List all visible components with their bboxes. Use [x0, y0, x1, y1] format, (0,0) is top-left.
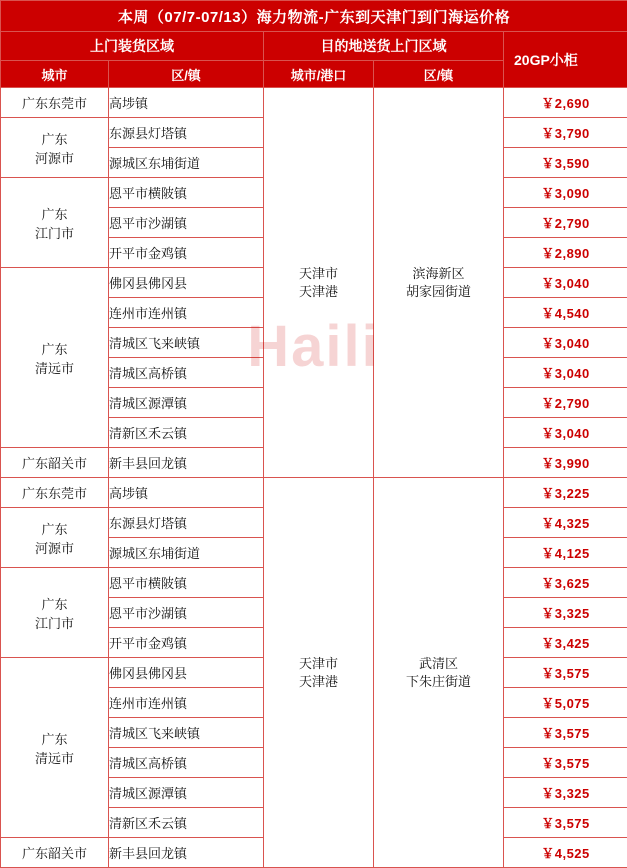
- table-body: [1, 88, 627, 868]
- price-cell: ￥3,790: [504, 118, 627, 148]
- price-cell: ￥3,040: [504, 328, 627, 358]
- pickup-city-cell: 广东 清远市: [1, 658, 109, 838]
- pickup-town-cell: 东源县灯塔镇: [109, 118, 264, 148]
- price-cell: ￥3,575: [504, 658, 627, 688]
- price-cell: ￥3,575: [504, 718, 627, 748]
- price-cell: ￥3,325: [504, 598, 627, 628]
- pickup-city-cell: 广东 清远市: [1, 268, 109, 448]
- page-title: 本周（07/7-07/13）海力物流-广东到天津门到门海运价格: [1, 1, 627, 32]
- price-cell: ￥3,040: [504, 268, 627, 298]
- pickup-town-cell: 连州市连州镇: [109, 298, 264, 328]
- pickup-town-cell: 清城区高桥镇: [109, 358, 264, 388]
- pickup-town-cell: 佛冈县佛冈县: [109, 268, 264, 298]
- price-cell: ￥3,590: [504, 148, 627, 178]
- dest-city-cell: 天津市 天津港: [264, 478, 374, 868]
- pickup-town-cell: 开平市金鸡镇: [109, 628, 264, 658]
- group-header-row: [1, 32, 627, 61]
- price-cell: ￥2,790: [504, 208, 627, 238]
- pickup-town-cell: 连州市连州镇: [109, 688, 264, 718]
- pickup-town-cell: 清城区高桥镇: [109, 748, 264, 778]
- pickup-town-cell: 恩平市横陂镇: [109, 178, 264, 208]
- price-cell: ￥3,990: [504, 448, 627, 478]
- pickup-city-cell: 广东东莞市: [1, 478, 109, 508]
- title-row: [1, 1, 627, 32]
- pickup-city-cell: 广东 河源市: [1, 118, 109, 178]
- dest-group-header: 目的地送货上门区域: [264, 32, 504, 61]
- pickup-city-cell: 广东 江门市: [1, 568, 109, 658]
- price-cell: ￥3,225: [504, 478, 627, 508]
- pickup-city-cell: 广东韶关市: [1, 838, 109, 868]
- pickup-town-cell: 清新区禾云镇: [109, 808, 264, 838]
- pickup-city-header: 城市: [1, 61, 109, 88]
- price-group-header: 20GP小柜: [504, 32, 627, 88]
- price-cell: ￥4,525: [504, 838, 627, 868]
- price-cell: ￥2,790: [504, 388, 627, 418]
- price-cell: ￥2,690: [504, 88, 627, 118]
- price-cell: ￥3,575: [504, 748, 627, 778]
- dest-city-cell: 天津市 天津港: [264, 88, 374, 478]
- pickup-town-cell: 清新区禾云镇: [109, 418, 264, 448]
- price-cell: ￥4,325: [504, 508, 627, 538]
- pickup-town-cell: 新丰县回龙镇: [109, 448, 264, 478]
- price-cell: ￥3,040: [504, 418, 627, 448]
- price-cell: ￥3,325: [504, 778, 627, 808]
- price-cell: ￥2,890: [504, 238, 627, 268]
- table-row: [1, 478, 627, 508]
- pickup-town-cell: 佛冈县佛冈县: [109, 658, 264, 688]
- dest-town-cell: 滨海新区 胡家园街道: [374, 88, 504, 478]
- pickup-town-header: 区/镇: [109, 61, 264, 88]
- pickup-town-cell: 清城区源潭镇: [109, 778, 264, 808]
- pickup-city-cell: 广东东莞市: [1, 88, 109, 118]
- dest-town-header: 区/镇: [374, 61, 504, 88]
- pickup-town-cell: 开平市金鸡镇: [109, 238, 264, 268]
- pickup-town-cell: 源城区东埔街道: [109, 148, 264, 178]
- price-cell: ￥3,425: [504, 628, 627, 658]
- pickup-town-cell: 清城区飞来峡镇: [109, 328, 264, 358]
- pickup-city-cell: 广东韶关市: [1, 448, 109, 478]
- table-row: [1, 88, 627, 118]
- pickup-city-cell: 广东 河源市: [1, 508, 109, 568]
- table-header: [1, 1, 627, 88]
- pickup-town-cell: 高埗镇: [109, 88, 264, 118]
- pickup-town-cell: 新丰县回龙镇: [109, 838, 264, 868]
- pickup-town-cell: 恩平市沙湖镇: [109, 598, 264, 628]
- price-cell: ￥3,625: [504, 568, 627, 598]
- price-cell: ￥3,090: [504, 178, 627, 208]
- pickup-town-cell: 清城区飞来峡镇: [109, 718, 264, 748]
- pickup-town-cell: 源城区东埔街道: [109, 538, 264, 568]
- price-cell: ￥4,125: [504, 538, 627, 568]
- pickup-town-cell: 恩平市横陂镇: [109, 568, 264, 598]
- dest-city-header: 城市/港口: [264, 61, 374, 88]
- pickup-city-cell: 广东 江门市: [1, 178, 109, 268]
- pickup-town-cell: 恩平市沙湖镇: [109, 208, 264, 238]
- pickup-town-cell: 东源县灯塔镇: [109, 508, 264, 538]
- dest-town-cell: 武清区 下朱庄街道: [374, 478, 504, 868]
- price-cell: ￥5,075: [504, 688, 627, 718]
- pickup-town-cell: 清城区源潭镇: [109, 388, 264, 418]
- price-cell: ￥3,040: [504, 358, 627, 388]
- price-cell: ￥4,540: [504, 298, 627, 328]
- pickup-group-header: 上门装货区域: [1, 32, 264, 61]
- price-cell: ￥3,575: [504, 808, 627, 838]
- pickup-town-cell: 高埗镇: [109, 478, 264, 508]
